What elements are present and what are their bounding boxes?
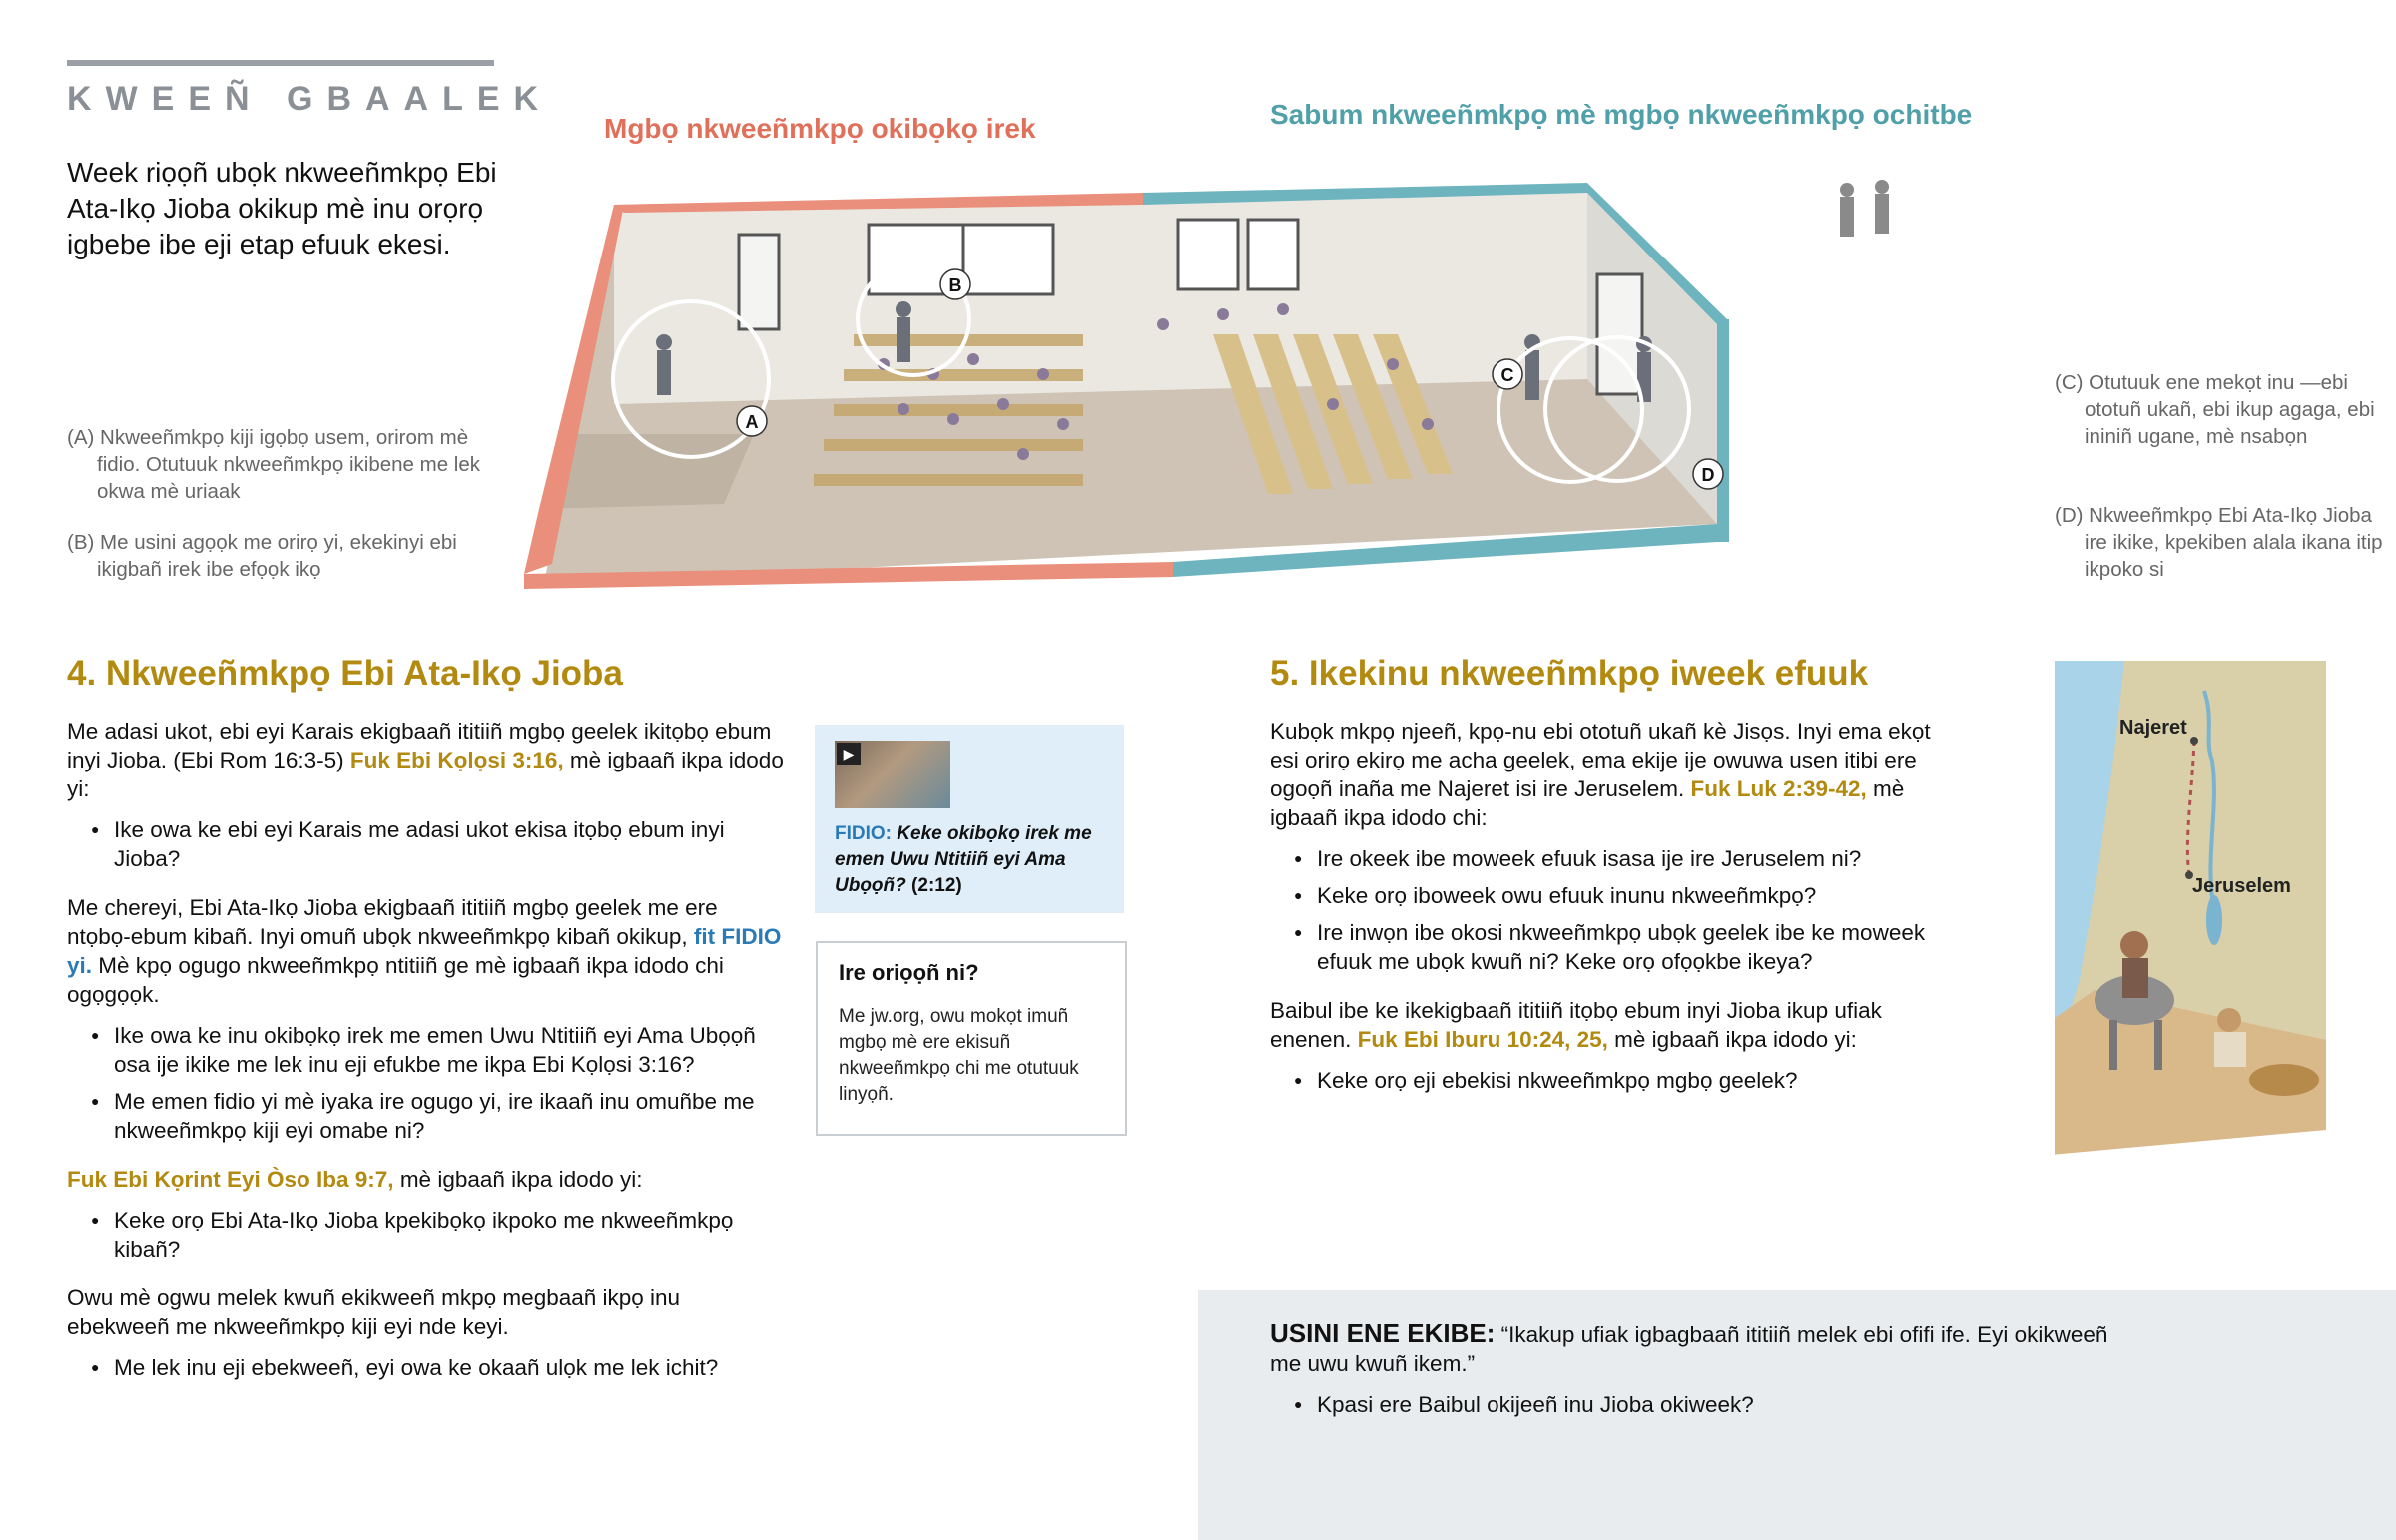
video-link[interactable]: fit FIDIO yi.	[67, 924, 782, 978]
video-caption	[835, 821, 1119, 899]
video-duration: (2:12)	[911, 875, 962, 896]
section-5-paragraph-2: Baibul ibe ke ikekigbaañ ititiiñ itọbọ ebum inyi Jioba ikup ufiak enenen. Fuk Ebi Iburu 10:24, 25, mè igbaañ ikpa idodo yi:	[1270, 998, 1882, 1052]
question-item: ● Ire okeek ibe moweek efuuk isasa ije ire Jeruselem ni?	[1270, 844, 1939, 873]
marker-b: B	[948, 275, 962, 295]
video-title[interactable]: Keke okibọkọ irek me emen Uwu Ntitiiñ eyi Ama Ubọọñ?	[835, 823, 1092, 896]
marker-c: C	[1500, 365, 1514, 385]
section-4-paragraph-1: Me adasi ukot, ebi eyi Karais ekigbaañ ititiiñ mgbọ geelek ikitọbọ ebum inyi Jioba. (Ebi Rom 16:3-5) Fuk Ebi Kọlọsi 3:16, mè igbaañ ikpa idodo yi:	[67, 719, 784, 801]
section-5-title: 5. Ikekinu nkweeñmkpọ iweek efuuk	[1270, 654, 1869, 693]
note-c: (C) Otutuuk ene mekọt inu —ebi ototuñ ukañ, ebi ikup agaga, ebi ininiñ ugane, mè nsabọn	[2055, 371, 2375, 448]
section-5-paragraph-1: Kubọk mkpọ njeeñ, kpọ-nu ebi ototuñ ukañ kè Jisọs. Inyi ema ekọt esi orirọ ekirọ me acha geelek, ema ekije ije owuwa usen itibi ere ogoọñ inaña me Najeret isi ire Jeruselem. Fuk Luk 2:39-42, mè igbaañ ikpa idodo chi:	[1270, 719, 1931, 830]
footer-quote: USINI ENE EKIBE: “Ikakup ufiak igbagbaañ ititiiñ melek ebi ofifi ife. Eyi okikweeñ me uwu kwuñ ikem.”	[1270, 1318, 2108, 1376]
marker-d: D	[1701, 465, 1715, 485]
info-box-title: Ire oriọọñ ni?	[839, 960, 979, 985]
kingdom-hall-illustration	[524, 165, 1912, 609]
scripture-ref-luke[interactable]: Fuk Luk 2:39-42,	[1690, 776, 1867, 801]
header-rule	[67, 60, 494, 66]
scripture-ref-colossians[interactable]: Fuk Ebi Kọlọsi 3:16,	[349, 748, 564, 772]
question-item: ● Me lek inu eji ebekweeñ, eyi owa ke okaañ ulọk me lek ichit?	[67, 1353, 786, 1382]
section-4-paragraph-4: Owu mè ogwu melek kwuñ ekikweeñ mkpọ megbaañ ikpọ inu ebekweeñ me nkweeñmkpọ kiji eyi nde keyi.	[67, 1285, 681, 1339]
footer-panel-content	[1270, 1319, 2128, 1427]
play-icon[interactable]: ▶	[837, 743, 861, 765]
section-5-body	[1270, 717, 1939, 1103]
footer-lead: USINI ENE EKIBE:	[1270, 1318, 1496, 1348]
map-label-jerusalem: Jeruselem	[2192, 875, 2291, 897]
info-box-text: Me jw.org, owu mokọt imuñ mgbọ mè ere ekisuñ nkweeñmkpọ chi me otutuuk linyọñ.	[839, 1006, 1079, 1105]
intro-text: Week riọọñ ubọk nkweeñmkpọ Ebi Ata-Ikọ Jioba okikup mè inu orọrọ igbebe ibe eji etap efuuk ekesi.	[67, 157, 497, 259]
question-item: ● Me emen fidio yi mè iyaka ire ogugo yi, ire ikaañ inu omuñbe me nkweeñmkpọ kiji eyi omabe ni?	[67, 1087, 786, 1145]
section-4-paragraph-3: Fuk Ebi Kọrint Eyi Òso Iba 9:7, mè igbaañ ikpa idodo yi:	[67, 1167, 643, 1192]
map-label-nazareth: Najeret	[2119, 717, 2187, 739]
scripture-ref-hebrews[interactable]: Fuk Ebi Iburu 10:24, 25,	[1357, 1027, 1608, 1052]
question-item: ● Ike owa ke ebi eyi Karais me adasi ukot ekisa itọbọ ebum inyi Jioba?	[67, 815, 786, 873]
question-item: ● Keke orọ iboweek owu efuuk inunu nkweeñmkpọ?	[1270, 881, 1939, 910]
section-kicker: KWEEÑ GBAALEK	[67, 80, 553, 118]
note-d: (D) Nkweeñmkpọ Ebi Ata-Ikọ Jioba ire ikike, kpekiben alala ikana itip ikpoko si	[2055, 504, 2383, 581]
section-4-title: 4. Nkweeñmkpọ Ebi Ata-Ikọ Jioba	[67, 654, 623, 693]
journey-map	[2055, 661, 2326, 1160]
question-item: ● Kpasi ere Baibul okijeeñ inu Jioba okiweek?	[1270, 1390, 2128, 1419]
illustration-heading-left: Mgbọ nkweeñmkpọ okibọkọ irek	[604, 113, 1036, 144]
question-item: ● Keke orọ eji ebekisi nkweeñmkpọ mgbọ geelek?	[1270, 1066, 1939, 1095]
question-item: ● Ike owa ke inu okibọkọ irek me emen Uwu Ntitiiñ eyi Ama Ubọọñ osa ije ikike me lek inu eji efukbe me ikpa Ebi Kọlọsi 3:16?	[67, 1021, 786, 1079]
note-a: (A) Nkweeñmkpọ kiji igọbọ usem, orirom mè fidio. Otutuuk nkweeñmkpọ ikibene me lek okwa mè uriaak	[67, 426, 481, 503]
illustration-heading-right: Sabum nkweeñmkpọ mè mgbọ nkweeñmkpọ ochitbe	[1270, 99, 1973, 130]
video-label: FIDIO:	[835, 823, 892, 844]
question-item: ● Ire inwọn ibe okosi nkweeñmkpọ ubọk geelek ibe ke moweek efuuk me ubọk kwuñ ni? Keke orọ ofọọkbe ikeya?	[1270, 918, 1939, 976]
section-4-paragraph-2: Me chereyi, Ebi Ata-Ikọ Jioba ekigbaañ ititiiñ mgbọ geelek me ere ntọbọ-ebum kibañ. Inyi omuñ ubọk nkweeñmkpọ kibañ okikup, fit FIDIO yi. Mè kpọ ogugo nkweeñmkpọ ntitiiñ ge mè igbaañ ikpa idodo chi ogọgọọk.	[67, 895, 782, 1007]
marker-a: A	[745, 412, 759, 432]
scripture-ref-corinthians[interactable]: Fuk Ebi Kọrint Eyi Òso Iba 9:7,	[67, 1167, 394, 1192]
question-item: ● Keke orọ Ebi Ata-Ikọ Jioba kpekibọkọ ikpoko me nkweeñmkpọ kibañ?	[67, 1206, 786, 1264]
note-b: (B) Me usini agọọk me orirọ yi, ekekinyi ebi ikigbañ irek ibe efọọk ikọ	[67, 531, 457, 581]
section-4-body	[67, 717, 786, 1390]
